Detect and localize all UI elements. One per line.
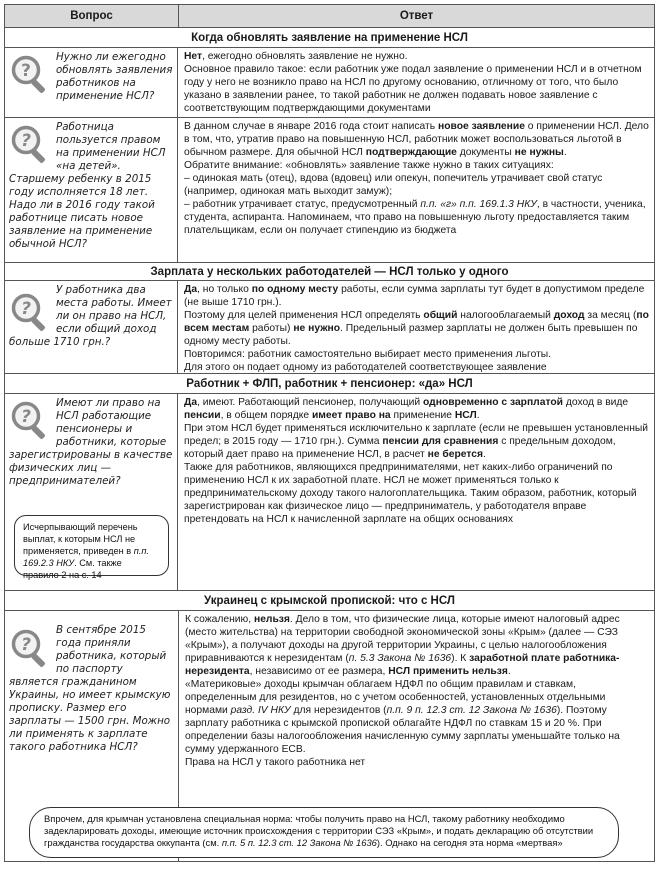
answer-text: , независимо от ее размера, [249, 666, 389, 677]
answer-text: НСЛ применить нельзя [388, 666, 508, 677]
tax-table [4, 4, 655, 862]
note-text: Исчерпывающий перечень выплат, к которым НСЛ не применяется, приведен в [23, 522, 138, 556]
answer-text: новое заявление [438, 121, 525, 132]
answer-text: по одному месту [251, 284, 339, 295]
section-title: Когда обновлять заявление на применение НСЛ [5, 28, 654, 48]
answer-text: разд. IV НКУ [230, 705, 291, 716]
question-cell [5, 281, 178, 373]
table-row [5, 394, 654, 591]
answer-text: документы [456, 147, 515, 158]
footnote-callout [29, 807, 619, 858]
answer-text: по всем местам [184, 310, 649, 334]
answer-text: Поэтому для целей применения НСЛ определять [184, 310, 424, 321]
footnote-callout [14, 515, 169, 580]
answer-text: Обратите внимание: «обновлять» заявление также нужно в таких ситуациях: [184, 160, 554, 171]
answer-text: При этом НСЛ будет применяться исключительно к зарплате (если не превышен установленный предел; в 2015 году — 1710 грн.). Сумма [184, 423, 649, 447]
question-text: Работница пользуется правом на применении НСЛ «на детей». Старшему ребенку в 2015 году исполняется 18 лет. Надо ли в 2016 году такой работнице писать новое заявление на применение обычной НСЛ? [9, 121, 166, 250]
magnifier-question-icon [10, 124, 50, 166]
answer-text: Да [184, 397, 198, 408]
answer-text: нельзя [253, 614, 290, 625]
svg-text:?: ? [21, 635, 31, 655]
header-question: Вопрос [5, 5, 179, 27]
table-row [5, 48, 654, 118]
answer-text: Нет [184, 51, 203, 62]
question-cell [5, 394, 178, 590]
answer-text: применение [390, 410, 455, 421]
answer-text: НСЛ [454, 410, 477, 421]
answer-text: Да [184, 284, 198, 295]
answer-text: , имеют. Работающий пенсионер, получающий [197, 397, 424, 408]
section-title: Работник + ФЛП, работник + пенсионер: «да» НСЛ [5, 374, 654, 394]
answer-text: доход [553, 310, 585, 321]
answer-text: подтверждающие [365, 147, 457, 158]
answer-text: п. 5.3 Закона № 1636 [348, 653, 452, 664]
answer-text: с предельным доходом, который дает право на применение НСЛ, в расчет [184, 436, 616, 460]
answer-text: п.п. «г» п.п. 169.1.3 НКУ [420, 199, 537, 210]
answer-text: о применении НСЛ. Дело в том, что, утратив право на повышенную НСЛ, работник может воспользоваться льготой в обычном размере. Для обычной НСЛ [184, 121, 649, 158]
header-answer: Ответ [399, 10, 434, 22]
answer-cell [178, 48, 654, 117]
answer-text: п.п. 9 п. 12.3 ст. 12 Закона № 1636 [386, 705, 557, 716]
question-text: В сентябре 2015 года приняли работника, который по паспорту является гражданином Украины, но имеет крымскую прописку. Размер его зарплаты — 1500 грн. Можно ли применять к зарплате такого работника НСЛ? [9, 624, 171, 753]
table-header [5, 5, 654, 28]
answer-text: , ежегодно обновлять заявление не нужно. [202, 51, 408, 62]
note-text: Впрочем, для крымчан установлена специальная норма: чтобы получить право на НСЛ, такому работнику необходимо задекларировать доходы, имеющие источник происхождения с территории СЭЗ «Крым», и подать декларацию об отсутствии гражданства государства оккупанта (см. [44, 813, 594, 848]
note-text: п.п. 5 п. 12.3 ст. 12 Закона № 1636 [221, 837, 377, 848]
answer-text: , в общем порядке [220, 410, 312, 421]
answer-text: имеет право на [311, 410, 391, 421]
answer-text: , в частности, ученика, студента, аспиранта. Напоминаем, что право на повышенную льготу предоставляется таким плательщикам, если он получает стипендию из бюджета [184, 199, 646, 236]
answer-text: работы) [249, 323, 294, 334]
answer-text: ). Поэтому зарплату работника с крымской пропиской облагайте НДФЛ по ставкам 15 и 20 %. При определении базы налогообложения начисленную сумму зарплаты уменьшайте только на сумму удержанного ЕСВ. [185, 705, 620, 755]
answer-text: пенсии для сравнения [382, 436, 499, 447]
magnifier-question-icon [10, 54, 50, 96]
answer-cell [178, 281, 654, 373]
answer-text: , но только [197, 284, 252, 295]
note-text: ). Однако на сегодня эта норма «мертвая» [376, 837, 563, 848]
answer-text: доход в виде [562, 397, 629, 408]
answer-text: одновременно с зарплатой [423, 397, 563, 408]
answer-text: . [507, 666, 511, 677]
svg-text:?: ? [21, 407, 31, 427]
answer-text: Для этого он подает одному из работодателей соответствующее заявление [184, 362, 547, 373]
answer-text: «Материковые» доходы крымчан облагаем НДФЛ по общим правилам и ставкам, определенным для резидентов, но с учетом особенностей, установленных отдельными нормами [185, 679, 606, 716]
svg-text:?: ? [21, 299, 31, 319]
question-text: Имеют ли право на НСЛ работающие пенсионеры и работники, которые зарегистрированы в качестве физических лиц — предпринимателей? [9, 397, 173, 487]
svg-text:?: ? [21, 131, 31, 151]
answer-text: . [563, 147, 567, 158]
answer-text: пенсии [184, 410, 221, 421]
answer-text: – одинокая мать (отец), вдова (вдовец) или опекун, попечитель утрачивает свой статус (например, одинокая мать выходит замуж); [184, 173, 603, 197]
answer-text: . Дело в том, что физические лица, которые имеют налоговый адрес (место жительства) на территории свободной экономической зоны «Крым» (далее — СЭЗ «Крым»), а получают доходы на другой территории Украины, с целью налогообложения приравниваются к нерезидентам ( [185, 614, 620, 664]
answer-text: работы, если сумма зарплаты тут будет в допустимом пределе (не выше 1710 грн.). [184, 284, 645, 308]
answer-text: ). К [451, 653, 470, 664]
table-row [5, 281, 654, 374]
answer-text: Основное правило такое: если работник уже подал заявление о применении НСЛ и в отчетном году у него не возникло право на НСЛ по другому основанию, отличному от того, что было указано в заявлении ранее, то такой работник не должен подавать новое заявление с соответствующим подтверждающими документами [184, 64, 642, 114]
answer-cell [178, 394, 654, 590]
answer-text: заработной плате работника-нерезидента [185, 653, 620, 677]
answer-text: налогооблагаемый [457, 310, 554, 321]
answer-cell [178, 118, 654, 262]
answer-text: общий [423, 310, 458, 321]
answer-text: . Предельный размер зарплаты не должен быть превышен по одному месту работы. [184, 323, 638, 347]
note-text: . См. также правило 2 на с. 14 [23, 558, 122, 580]
magnifier-question-icon [10, 400, 50, 442]
magnifier-question-icon [10, 292, 50, 334]
note-text: п.п. 169.2.3 НКУ [23, 546, 149, 568]
svg-text:?: ? [21, 61, 31, 81]
answer-text: К сожалению, [185, 614, 254, 625]
answer-text: Повторимся: работник самостоятельно выбирает место применения льготы. [184, 349, 552, 360]
answer-text: Права на НСЛ у такого работника нет [185, 757, 366, 768]
answer-text: . [476, 410, 480, 421]
answer-text: В данном случае в январе 2016 года стоит написать [184, 121, 439, 132]
answer-text: не берется [427, 449, 484, 460]
question-text: Нужно ли ежегодно обновлять заявления работников на применение НСЛ? [56, 51, 173, 102]
question-text: У работника два места работы. Имеет ли он право на НСЛ, если общий доход больше 1710 грн.? [9, 284, 172, 348]
question-cell [5, 118, 178, 262]
section-title: Украинец с крымской пропиской: что с НСЛ [5, 591, 654, 611]
answer-text: за месяц ( [584, 310, 637, 321]
answer-text: Также для работников, являющихся предпринимателями, нет каких-либо ограничений по применению НСЛ к их заработной плате. НСЛ не может применяться только к предпринимательскому доходу такого налогоплательщика. Таким образом, работник, который зарегистрирован как физическое лицо — предприниматель, у работодателя вправе претендовать на НСЛ к начисленной зарплате на общих основаниях [184, 462, 637, 525]
answer-text: – работник утрачивает статус, предусмотренный [184, 199, 421, 210]
table-row [5, 118, 654, 263]
section-title: Зарплата у нескольких работодателей — НСЛ только у одного [5, 263, 654, 281]
answer-text: . [483, 449, 486, 460]
answer-text: для нерезидентов ( [290, 705, 387, 716]
answer-text: не нужно [293, 323, 341, 334]
magnifier-question-icon [10, 628, 50, 670]
table-row [5, 611, 654, 861]
answer-text: не нужны [514, 147, 564, 158]
question-cell [5, 48, 178, 117]
